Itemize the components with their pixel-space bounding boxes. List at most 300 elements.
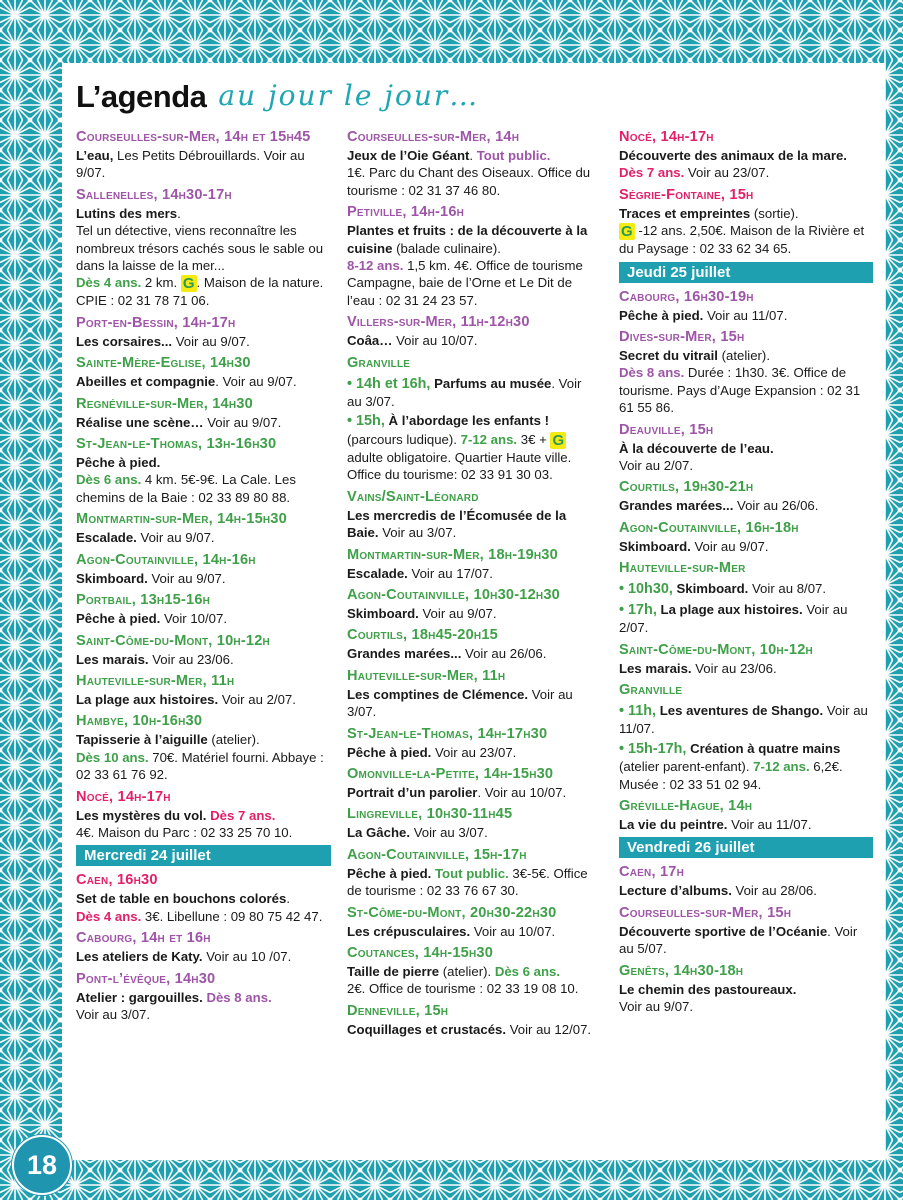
event-detail-line <box>619 347 873 364</box>
agenda-entry <box>76 435 331 506</box>
agenda-entry <box>76 632 331 668</box>
event-detail-line <box>76 890 331 907</box>
event-place-time: Courseulles-sur-Mer, 15h <box>619 904 792 921</box>
text-segment: Voir au 23/06. <box>148 651 234 667</box>
day-header: Mercredi 24 juillet <box>76 845 331 866</box>
text-segment: (atelier). <box>207 732 260 748</box>
event-detail-line <box>347 605 599 622</box>
text-segment: Voir au 9/07. <box>619 998 694 1014</box>
event-detail-line <box>76 807 331 824</box>
text-segment: . Voir au 3/07. <box>347 375 582 410</box>
text-segment: 4 km. 5€-9€. La Cale. Les chemins de la Baie : 02 33 89 80 88. <box>76 472 296 505</box>
event-place-time: Courseulles-sur-Mer, 14h <box>347 129 520 145</box>
activity-title: La vie du peintre. <box>619 816 728 832</box>
bullet-time: • 15h-17h, <box>619 740 687 757</box>
activity-title: Grandes marées... <box>347 646 462 662</box>
text-segment: Durée : 1h30. 3€. Office de tourisme. Pays d’Auge Expansion : 02 31 61 55 86. <box>619 365 861 416</box>
event-detail-line <box>76 610 331 627</box>
event-detail-line <box>76 824 331 841</box>
activity-title: Pêche à pied. <box>347 865 432 881</box>
text-segment: Voir au 9/07. <box>690 538 769 554</box>
bullet-item <box>619 740 873 793</box>
event-place-time: Agon-Coutainville, 14h-16h <box>76 551 256 568</box>
day-header: Vendredi 26 juillet <box>619 837 873 858</box>
activity-title: Les corsaires... <box>76 333 173 349</box>
activity-title: Pêche à pied. <box>76 455 161 471</box>
text-segment: Voir au 10/07. <box>470 923 556 939</box>
agenda-entry <box>76 354 331 390</box>
text-segment: Voir au 26/06. <box>733 498 819 514</box>
event-detail-line <box>76 651 331 668</box>
day-header: Jeudi 25 juillet <box>619 262 873 283</box>
event-place-time: Ségrie-Fontaine, 15h <box>619 186 754 203</box>
activity-title: La Gâche. <box>347 825 411 841</box>
activity-title: Taille de pierre <box>347 963 440 979</box>
event-detail-line <box>76 454 331 471</box>
event-place-time: Courseulles-sur-Mer, 14h et 15h45 <box>76 129 311 145</box>
agenda-entry <box>347 313 599 349</box>
event-place-time: Dives-sur-Mer, 15h <box>619 329 745 346</box>
text-segment: Voir au 9/07. <box>136 530 215 546</box>
text-segment: Voir au 2/07. <box>619 458 694 474</box>
agenda-entry <box>619 519 873 555</box>
event-detail-line <box>76 205 331 222</box>
event-place-time: Gréville-Hague, 14h <box>619 797 753 814</box>
event-detail-line <box>76 274 331 309</box>
audience-highlight: Dès 4 ans. <box>76 275 142 291</box>
text-segment: 6,2€. Musée : 02 33 51 02 94. <box>619 759 843 792</box>
activity-title: Le chemin des pastoureaux. <box>619 981 797 997</box>
event-place-time: Hambye, 10h-16h30 <box>76 713 203 730</box>
agenda-entry <box>347 128 599 199</box>
agenda-entry <box>619 904 873 958</box>
agenda-entry <box>347 488 599 542</box>
agenda-entry <box>347 1002 599 1038</box>
agenda-entry <box>619 328 873 417</box>
event-place-time: Genêts, 14h30-18h <box>619 962 744 979</box>
agenda-entry <box>76 788 331 842</box>
event-detail-line <box>619 882 873 899</box>
event-detail-line <box>76 222 331 274</box>
agenda-entry <box>76 551 331 587</box>
event-detail-line <box>619 364 873 416</box>
activity-title: Parfums au musée <box>430 375 552 391</box>
activity-title: Jeux de l’Oie Géant <box>347 148 470 163</box>
event-place-time: Nocé, 14h-17h <box>76 788 171 805</box>
audience-highlight: 7-12 ans. <box>460 431 518 447</box>
event-detail-line <box>347 744 599 761</box>
audience-highlight: Dès 10 ans. <box>76 749 149 765</box>
bullet-item <box>619 702 873 738</box>
agenda-entry <box>76 871 331 925</box>
text-segment: 1,5 km. 4€. Office de tourisme Campagne, baie de l’Orne et Le Dit de l’eau : 02 31 24 23 57. <box>347 258 583 308</box>
event-place-time: Coutances, 14h-15h30 <box>347 944 494 961</box>
text-segment: Voir au 28/06. <box>731 883 817 899</box>
event-detail-line <box>619 205 873 222</box>
text-segment: Voir au 11/07. <box>619 702 868 737</box>
text-segment: -12 ans. 2,50€. Maison de la Rivière et du Paysage : 02 33 62 34 65. <box>619 223 865 257</box>
event-detail-line <box>619 660 873 677</box>
event-place-time: Cabourg, 16h30-19h <box>619 288 754 305</box>
text-segment: Voir au 10/07. <box>392 333 478 349</box>
agenda-entry <box>619 962 873 1016</box>
bullet-time: • 15h, <box>347 413 385 430</box>
event-detail-line <box>76 989 331 1006</box>
agenda-entry <box>347 626 599 662</box>
bullet-item <box>347 412 599 483</box>
text-segment: Voir au 26/06. <box>461 646 547 662</box>
agenda-entry <box>619 797 873 833</box>
title-script: au jour le jour… <box>218 79 480 112</box>
event-detail-line <box>76 1006 331 1023</box>
event-place-time: Granville <box>619 681 683 698</box>
activity-title: Skimboard. <box>347 605 419 621</box>
event-detail-line <box>347 507 599 542</box>
audience-highlight: Tout public. <box>476 148 551 163</box>
free-badge: G <box>552 431 565 449</box>
event-place-time: Hauteville-sur-Mer, 11h <box>76 672 235 689</box>
activity-title: Pêche à pied. <box>76 611 161 627</box>
event-detail-line <box>76 749 331 784</box>
text-segment: Voir au 23/07. <box>684 165 770 181</box>
event-detail-line <box>347 980 599 997</box>
agenda-entry <box>619 288 873 324</box>
bullet-item <box>619 580 873 598</box>
agenda-entry <box>347 944 599 998</box>
audience-highlight: 8-12 ans. <box>347 258 404 274</box>
event-place-time: Hauteville-sur-Mer, 11h <box>347 667 506 684</box>
activity-title: Skimboard. <box>672 581 749 597</box>
text-segment: Les Petits Débrouillards. Voir au 9/07. <box>76 148 305 181</box>
event-detail-line <box>76 373 331 390</box>
bullet-item <box>619 601 873 637</box>
activity-title: Traces et empreintes <box>619 205 751 221</box>
event-detail-line <box>76 414 331 431</box>
event-detail-line <box>76 948 331 965</box>
event-detail-line <box>619 998 873 1015</box>
activity-title: Les marais. <box>619 660 692 676</box>
agenda-entry <box>347 203 599 309</box>
event-detail-line <box>76 731 331 748</box>
bullet-time: • 14h et 16h, <box>347 375 431 392</box>
free-badge: G <box>621 223 633 241</box>
text-segment: . Maison de la nature. CPIE : 02 31 78 71 06. <box>76 275 324 309</box>
text-segment: Voir au 2/07. <box>218 691 296 707</box>
event-place-time: Nocé, 14h-17h <box>619 129 714 145</box>
text-segment: Voir au 3/07. <box>76 1006 151 1022</box>
free-badge: G <box>182 275 195 293</box>
activity-title: Escalade. <box>76 530 137 546</box>
agenda-entry <box>76 510 331 546</box>
text-segment: Voir au 3/07. <box>347 686 573 720</box>
event-detail-line <box>347 257 599 309</box>
text-segment: Tel un détective, viens reconnaître les nombreux trésors cachés sous le sable ou dans la laisse de la mer... <box>76 223 324 274</box>
audience-highlight: Dès 7 ans. <box>210 807 276 823</box>
text-segment: (atelier). <box>717 348 770 364</box>
agenda-entry <box>619 128 873 182</box>
text-segment: Voir au 23/06. <box>691 660 777 676</box>
text-segment: (parcours ludique). <box>347 431 461 447</box>
agenda-entry <box>347 725 599 761</box>
event-place-time: St-Jean-le-Thomas, 13h-16h30 <box>76 436 277 453</box>
text-segment: Voir au 3/07. <box>378 525 457 541</box>
text-segment: Voir au 3/07. <box>410 825 488 841</box>
event-place-time: Montmartin-sur-Mer, 18h-19h30 <box>347 546 558 563</box>
activity-title: Découverte sportive de l’Océanie <box>619 923 828 939</box>
event-place-time: Vains/Saint-Léonard <box>347 488 479 505</box>
event-detail-line <box>76 908 331 925</box>
bullet-item <box>347 375 599 411</box>
text-segment: . Voir au 5/07. <box>619 923 858 957</box>
event-detail-line <box>619 457 873 474</box>
text-segment: 3€ + <box>517 431 551 447</box>
activity-title: Création à quatre mains <box>686 740 841 756</box>
event-detail-line <box>347 1021 599 1038</box>
event-place-time: Montmartin-sur-Mer, 14h-15h30 <box>76 511 287 528</box>
text-segment: Voir au 11/07. <box>703 307 788 323</box>
activity-title: Les comptines de Clémence. <box>347 686 529 702</box>
agenda-entry <box>619 559 873 636</box>
event-detail-line <box>347 923 599 940</box>
activity-title: Set de table en bouchons colorés <box>76 891 287 907</box>
text-segment: adulte obligatoire. Quartier Haute ville. Office du tourisme: 02 33 91 30 03. <box>347 449 572 483</box>
agenda-entry <box>347 846 599 900</box>
event-place-time: Saint-Côme-du-Mont, 10h-12h <box>76 632 270 649</box>
text-segment: Voir au 8/07. <box>748 581 827 597</box>
event-place-time: Agon-Coutainville, 10h30-12h30 <box>347 586 560 603</box>
text-segment: Voir au 9/07. <box>172 333 250 349</box>
text-segment: 3€. Libellune : 09 80 75 42 47. <box>141 908 323 924</box>
activity-title: Réalise une scène… <box>76 414 204 430</box>
agenda-entry <box>76 672 331 708</box>
bullet-time: • 11h, <box>619 702 657 719</box>
agenda-entry <box>619 186 873 258</box>
activity-title: Coâa… <box>347 333 393 349</box>
audience-highlight: 7-12 ans. <box>753 759 810 775</box>
event-detail-line <box>76 570 331 587</box>
event-place-time: Hauteville-sur-Mer <box>619 560 746 577</box>
audience-highlight: Tout public. <box>434 865 509 881</box>
event-place-time: St-Jean-le-Thomas, 14h-17h30 <box>347 725 548 742</box>
event-detail-line <box>347 332 599 349</box>
event-detail-line <box>347 222 599 257</box>
event-place-time: Villers-sur-Mer, 11h-12h30 <box>347 314 530 331</box>
event-place-time: Pont-l’évêque, 14h30 <box>76 970 216 987</box>
event-place-time: Portbail, 13h15-16h <box>76 592 211 609</box>
bullet-time: • 10h30, <box>619 581 673 598</box>
event-detail-line <box>619 440 873 457</box>
audience-highlight: Dès 7 ans. <box>619 165 685 181</box>
event-place-time: Lingreville, 10h30-11h45 <box>347 806 513 823</box>
event-detail-line <box>76 147 331 182</box>
activity-title: Les ateliers de Katy. <box>76 949 203 965</box>
event-detail-line <box>347 824 599 841</box>
agenda-entry <box>76 314 331 350</box>
text-segment: Voir au 9/07. <box>203 414 282 430</box>
event-place-time: Sallenelles, 14h30-17h <box>76 186 232 203</box>
event-detail-line <box>619 497 873 514</box>
text-segment: 2 km. <box>141 275 181 291</box>
text-segment: Voir au 2/07. <box>619 601 848 636</box>
event-detail-line <box>347 963 599 980</box>
audience-highlight: Dès 4 ans. <box>76 908 142 924</box>
event-detail-line <box>619 222 873 257</box>
agenda-entry <box>76 128 331 182</box>
event-detail-line <box>619 981 873 998</box>
event-place-time: Regnéville-sur-Mer, 14h30 <box>76 395 253 412</box>
event-place-time: Deauville, 15h <box>619 421 714 438</box>
page-title <box>76 71 479 115</box>
agenda-entry <box>619 421 873 475</box>
activity-title: Les aventures de Shango. <box>656 702 824 718</box>
agenda-entry <box>347 354 599 484</box>
activity-title: Portrait d’un parolier <box>347 784 478 800</box>
event-detail-line <box>76 529 331 546</box>
text-segment: Voir au 12/07. <box>506 1021 592 1037</box>
activity-title: Grandes marées... <box>619 498 734 514</box>
activity-title: La plage aux histoires. <box>656 601 803 617</box>
audience-highlight: Dès 8 ans. <box>619 365 685 381</box>
activity-title: La plage aux histoires. <box>76 691 219 707</box>
event-detail-line <box>619 538 873 555</box>
activity-title: L’eau, <box>76 148 114 163</box>
event-place-time: Petiville, 14h-16h <box>347 204 465 221</box>
activity-title: Lutins des mers <box>76 205 178 221</box>
activity-title: Pêche à pied. <box>619 307 704 323</box>
activity-title: Skimboard. <box>619 538 691 554</box>
page-number-badge: 18 <box>12 1135 72 1195</box>
agenda-entry <box>76 186 331 310</box>
event-place-time: Agon-Coutainville, 16h-18h <box>619 519 799 536</box>
event-place-time: Saint-Côme-du-Mont, 10h-12h <box>619 641 813 658</box>
text-segment: (sortie). <box>750 205 799 221</box>
activity-title: Pêche à pied. <box>347 744 432 760</box>
text-segment: 1€. Parc du Chant des Oiseaux. Office du tourisme : 02 31 37 46 80. <box>347 165 591 198</box>
agenda-entry <box>619 681 873 793</box>
agenda-entry <box>76 712 331 783</box>
activity-title: Secret du vitrail <box>619 348 718 364</box>
activity-title: Les crépusculaires. <box>347 923 471 939</box>
event-place-time: Courtils, 18h45-20h15 <box>347 627 498 644</box>
text-segment: Voir au 17/07. <box>407 565 493 581</box>
agenda-column-1 <box>76 128 331 1027</box>
audience-highlight: Dès 6 ans. <box>76 472 142 488</box>
text-segment: . <box>286 891 290 907</box>
activity-title: Plantes et fruits : de la découverte à la cuisine <box>347 223 588 256</box>
event-place-time: Denneville, 15h <box>347 1002 449 1019</box>
event-detail-line <box>76 333 331 350</box>
text-segment: . <box>469 148 477 163</box>
audience-highlight: Dès 8 ans. <box>206 989 272 1005</box>
event-detail-line <box>619 147 873 164</box>
event-place-time: Port-en-Bessin, 14h-17h <box>76 314 236 331</box>
text-segment: 4€. Maison du Parc : 02 33 25 70 10. <box>76 824 293 840</box>
event-detail-line <box>347 147 599 164</box>
text-segment: Voir au 11/07. <box>727 816 812 832</box>
event-place-time: St-Côme-du-Mont, 20h30-22h30 <box>347 904 557 921</box>
agenda-entry <box>347 667 599 721</box>
activity-title: Atelier : gargouilles. <box>76 989 203 1005</box>
activity-title: Les mercredis de l’Écomusée de la Baie. <box>347 507 567 541</box>
activity-title: Skimboard. <box>76 570 148 586</box>
event-place-time: Caen, 16h30 <box>76 872 158 889</box>
activity-title: Escalade. <box>347 565 408 581</box>
event-detail-line <box>347 645 599 662</box>
agenda-entry <box>619 641 873 677</box>
agenda-entry <box>76 970 331 1024</box>
audience-highlight: Dès 6 ans. <box>494 963 561 979</box>
event-place-time: Courtils, 19h30-21h <box>619 479 754 496</box>
agenda-entry <box>619 863 873 899</box>
text-segment: . <box>177 205 181 221</box>
text-segment: Voir au 10 /07. <box>202 949 292 965</box>
event-detail-line <box>347 164 599 199</box>
activity-title: Abeilles et compagnie <box>76 374 216 390</box>
event-detail-line <box>76 471 331 506</box>
agenda-entry <box>347 765 599 801</box>
activity-title: Coquillages et crustacés. <box>347 1021 507 1037</box>
agenda-entry <box>619 478 873 514</box>
event-detail-line <box>619 307 873 324</box>
text-segment: (atelier parent-enfant). <box>619 759 754 775</box>
text-segment: (balade culinaire). <box>392 240 501 256</box>
event-detail-line <box>347 565 599 582</box>
event-place-time: Omonville-la-Petite, 14h-15h30 <box>347 765 554 782</box>
text-segment: 70€. Matériel fourni. Abbaye : 02 33 61 76 92. <box>76 749 324 783</box>
agenda-column-2 <box>347 128 599 1042</box>
activity-title: À la découverte de l’eau. <box>619 440 774 456</box>
activity-title: Lecture d’albums. <box>619 883 732 899</box>
agenda-entry <box>76 591 331 627</box>
text-segment: 2€. Office de tourisme : 02 33 19 08 10. <box>347 981 579 997</box>
event-detail-line <box>76 691 331 708</box>
activity-title: Découverte des animaux de la mare. <box>619 148 847 163</box>
agenda-entry <box>347 904 599 940</box>
text-segment: Voir au 9/07. <box>418 605 497 621</box>
text-segment: . Voir au 10/07. <box>477 784 567 800</box>
text-segment: (atelier). <box>439 963 495 979</box>
agenda-entry <box>76 395 331 431</box>
agenda-entry <box>347 586 599 622</box>
event-detail-line <box>619 923 873 958</box>
bullet-time: • 17h, <box>619 601 657 618</box>
activity-title: À l’abordage les enfants ! <box>384 413 549 429</box>
event-detail-line <box>347 784 599 801</box>
event-place-time: Agon-Coutainville, 15h-17h <box>347 846 527 863</box>
agenda-column-3 <box>619 128 873 1019</box>
event-detail-line <box>619 164 873 181</box>
text-segment: Voir 10/07. <box>160 611 228 627</box>
event-place-time: Granville <box>347 354 411 371</box>
agenda-entry <box>76 929 331 965</box>
event-detail-line <box>619 816 873 833</box>
text-segment: Voir au 23/07. <box>431 744 517 760</box>
text-segment: Voir au 9/07. <box>147 570 226 586</box>
event-place-time: Cabourg, 14h et 16h <box>76 930 211 947</box>
activity-title: Les mystères du vol. <box>76 807 207 823</box>
text-segment: . Voir au 9/07. <box>215 374 297 390</box>
activity-title: Tapisserie à l’aiguille <box>76 732 208 748</box>
event-place-time: Caen, 17h <box>619 864 685 881</box>
content-panel <box>62 63 885 1160</box>
text-segment: 3€-5€. Office de tourisme : 02 33 76 67 30. <box>347 865 588 899</box>
event-detail-line <box>347 686 599 721</box>
agenda-entry <box>347 546 599 582</box>
event-detail-line <box>347 865 599 900</box>
title-main: L’agenda <box>76 79 207 114</box>
event-place-time: Sainte-Mère-Eglise, 14h30 <box>76 355 251 372</box>
agenda-entry <box>347 805 599 841</box>
